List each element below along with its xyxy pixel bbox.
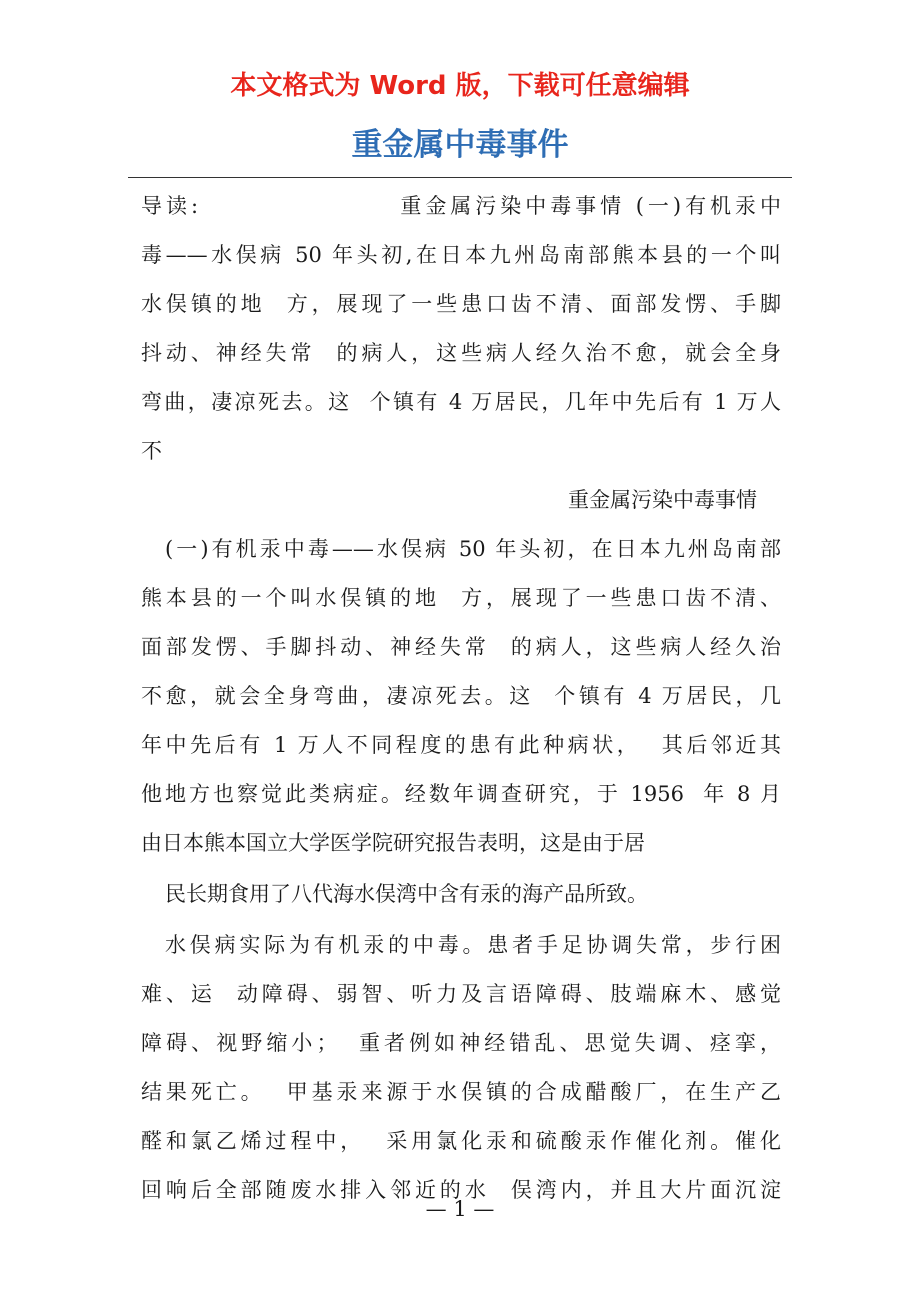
paragraph-line: 水俣病实际为有机汞的中毒。患者手足协调失常，步行困: [165, 933, 781, 957]
section-heading: 重金属污染中毒事情: [568, 488, 757, 512]
intro-line: 导读: 重金属污染中毒事情 (一)有机汞中: [141, 194, 781, 218]
title-divider: [128, 177, 792, 178]
intro-paragraph: [141, 182, 781, 476]
paragraph-cause: 民长期食用了八代海水俣湾中含有汞的海产品所致。: [165, 882, 648, 906]
paragraph-line: 面部发愣、手脚抖动、神经失常 的病人，这些病人经久治: [141, 635, 781, 659]
document-title: 重金属中毒事件: [351, 127, 569, 163]
paragraph-line: 醛和氯乙烯过程中， 采用氯化汞和硫酸汞作催化剂。催化: [141, 1129, 781, 1153]
intro-line: 水俣镇的地 方，展现了一些患口齿不清、面部发愣、手脚: [141, 292, 781, 316]
paragraph-line: 障碍、视野缩小； 重者例如神经错乱、思觉失调、痉挛，: [141, 1031, 781, 1055]
paragraph-line: 年中先后有 1 万人不同程度的患有此种病状， 其后邻近其: [141, 733, 781, 757]
intro-line: 不: [141, 439, 162, 463]
paragraph-line: 难、运 动障碍、弱智、听力及言语障碍、肢端麻木、感觉: [141, 982, 781, 1006]
paragraph-line: 熊本县的一个叫水俣镇的地 方，展现了一些患口齿不清、: [141, 586, 781, 610]
intro-line: 抖动、神经失常 的病人，这些病人经久治不愈，就会全身: [141, 341, 781, 365]
paragraph-line: 回响后全部随废水排入邻近的水 俣湾内，并且大片面沉淀: [141, 1178, 781, 1202]
paragraph-minamata: [141, 525, 781, 868]
page-number: — 1 —: [425, 1197, 495, 1221]
intro-line: 毒——水俣病 50 年头初,在日本九州岛南部熊本县的一个叫: [141, 243, 781, 267]
intro-line: 弯曲，凄凉死去。这 个镇有 4 万居民，几年中先后有 1 万人: [141, 390, 781, 414]
paragraph-line: 结果死亡。 甲基汞来源于水俣镇的合成醋酸厂，在生产乙: [141, 1080, 781, 1104]
paragraph-line: 他地方也察觉此类病症。经数年调查研究，于 1956 年 8 月: [141, 782, 781, 806]
paragraph-line: 不愈，就会全身弯曲，凄凉死去。这 个镇有 4 万居民，几: [141, 684, 781, 708]
paragraph-line: (一)有机汞中毒——水俣病 50 年头初，在日本九州岛南部: [165, 537, 781, 561]
document-body: [141, 182, 781, 1215]
format-notice-banner: 本文格式为 Word 版，下载可任意编辑: [230, 71, 690, 101]
paragraph-symptoms: [141, 921, 781, 1215]
paragraph-line: 由日本熊本国立大学医学院研究报告表明，这是由于居: [141, 831, 645, 855]
